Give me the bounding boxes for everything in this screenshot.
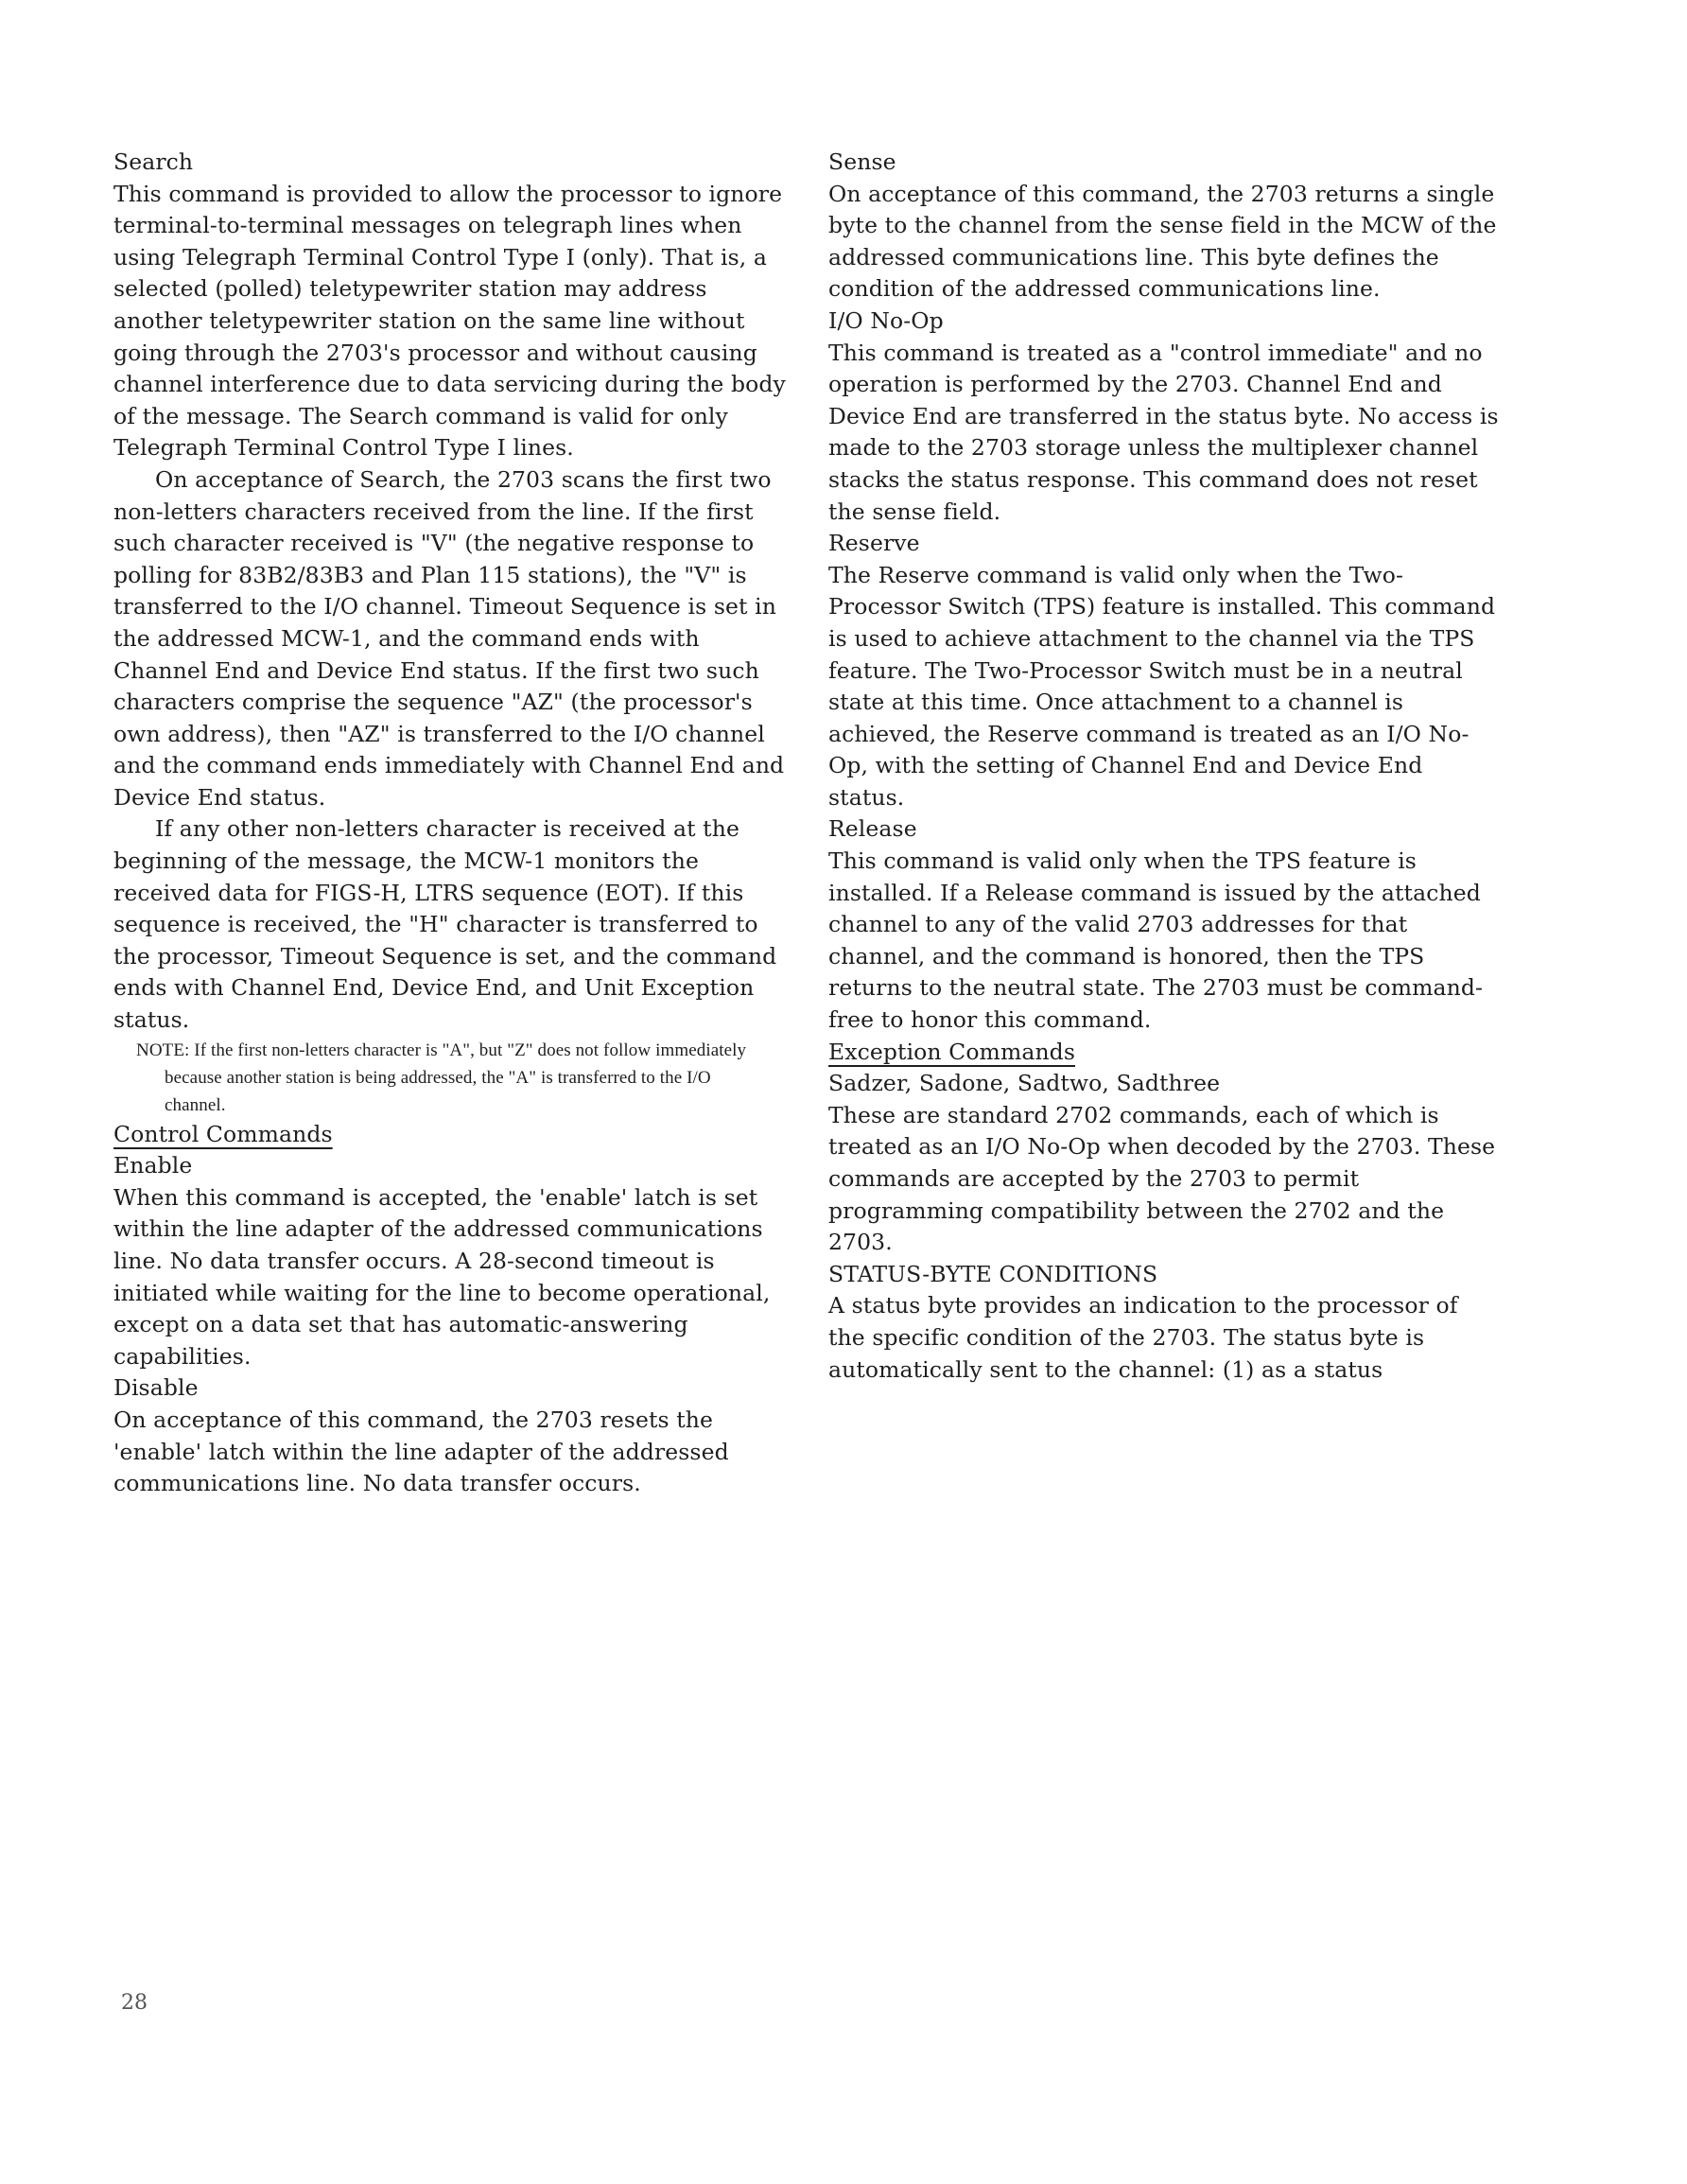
enable-paragraph: When this command is accepted, the 'enable' latch is set within the line adapter of the addressed communications line. No data transfer occurs. A 28-second timeout is initiated while waiting for the line to become operational, except on a data set that has automatic-answering capabilities.	[113, 1183, 771, 1370]
disable-paragraph: On acceptance of this command, the 2703 resets the 'enable' latch within the line adapter of the addressed communications line. No data transfer occurs.	[113, 1406, 729, 1497]
sad-commands-heading: Sadzer, Sadone, Sadtwo, Sadthree	[828, 1070, 1221, 1097]
enable-heading: Enable	[113, 1152, 193, 1179]
page-number: 28	[121, 1991, 148, 2015]
search-paragraph-3: If any other non-letters character is received at the beginning of the message, the MCW-1 monitors the received data for FIGS-H, LTRS sequence (EOT). If this sequence is received, the "H" character is transferred to the processor, Timeout Sequence is set, and the command ends with Channel End, Device End, and Unit Exception status.	[113, 815, 777, 1034]
release-paragraph: This command is valid only when the TPS feature is installed. If a Release command is issued by the attached channel to any of the valid 2703 addresses for that channel, and the command is honored, then the TPS returns to the neutral state. The 2703 must be command-free to honor this command.	[828, 847, 1484, 1034]
status-byte-heading: STATUS-BYTE CONDITIONS	[828, 1260, 1158, 1287]
exception-commands-heading-text: Exception Commands	[828, 1038, 1075, 1065]
control-commands-heading-text: Control Commands	[113, 1120, 333, 1147]
exception-commands-heading	[828, 1037, 1500, 1069]
control-commands-heading	[113, 1119, 787, 1151]
sense-heading: Sense	[828, 149, 896, 175]
reserve-heading: Reserve	[828, 530, 920, 557]
search-heading: Search	[113, 149, 194, 175]
search-paragraph-2: On acceptance of Search, the 2703 scans the first two non-letters characters received from the line. If the first such character received is "V" (the negative response to polling for 83B2/83B3 and Plan 115 stations), the "V" is transferred to the I/O channel. Timeout Sequence is set in the addressed MCW-1, and the command ends with Channel End and Device End status. If the first two such characters comprise the sequence "AZ" (the processor's own address), then "AZ" is transferred to the I/O channel and the command ends immediately with Channel End and Device End status.	[113, 465, 785, 811]
search-paragraph-1: This command is provided to allow the processor to ignore terminal-to-terminal messages on telegraph lines when using Telegraph Terminal Control Type I (only). That is, a selected (polled) teletypewriter station may address another teletypewriter station on the same line without going through the 2703's processor and without causing channel interference due to data servicing during the body of the message. The Search command is valid for only Telegraph Terminal Control Type I lines.	[113, 180, 786, 462]
reserve-paragraph: The Reserve command is valid only when the Two-Processor Switch (TPS) feature is installed. This command is used to achieve attachment to the channel via the TPS feature. The Two-Processor Switch must be in a neutral state at this time. Once attachment to a channel is achieved, the Reserve command is treated as an I/O No-Op, with the setting of Channel End and Device End status.	[828, 561, 1496, 811]
sad-commands-paragraph: These are standard 2702 commands, each of which is treated as an I/O No-Op when decoded by the 2703. These commands are accepted by the 2703 to permit programming compatibility between the 2702 and the 2703.	[828, 1101, 1496, 1256]
left-column	[113, 147, 787, 1500]
release-heading: Release	[828, 815, 917, 843]
noop-heading: I/O No-Op	[828, 306, 944, 334]
disable-heading: Disable	[113, 1374, 199, 1402]
sense-paragraph: On acceptance of this command, the 2703 returns a single byte to the channel from the sense field in the MCW of the addressed communications line. This byte defines the condition of the addressed communications line.	[828, 180, 1497, 303]
noop-paragraph: This command is treated as a "control immediate" and no operation is performed by the 2703. Channel End and Device End are transferred in the status byte. No access is made to the 2703 storage unless the multiplexer channel stacks the status response. This command does not reset the sense field.	[828, 339, 1499, 525]
right-column	[828, 147, 1500, 1386]
search-note: NOTE: If the first non-letters character is "A", but "Z" does not follow immediately because another station is being addressed, the "A" is transferred to the I/O channel.	[136, 1040, 747, 1115]
status-byte-paragraph: A status byte provides an indication to the processor of the specific condition of the 2703. The status byte is automatically sent to the channel: (1) as a status	[828, 1292, 1458, 1383]
